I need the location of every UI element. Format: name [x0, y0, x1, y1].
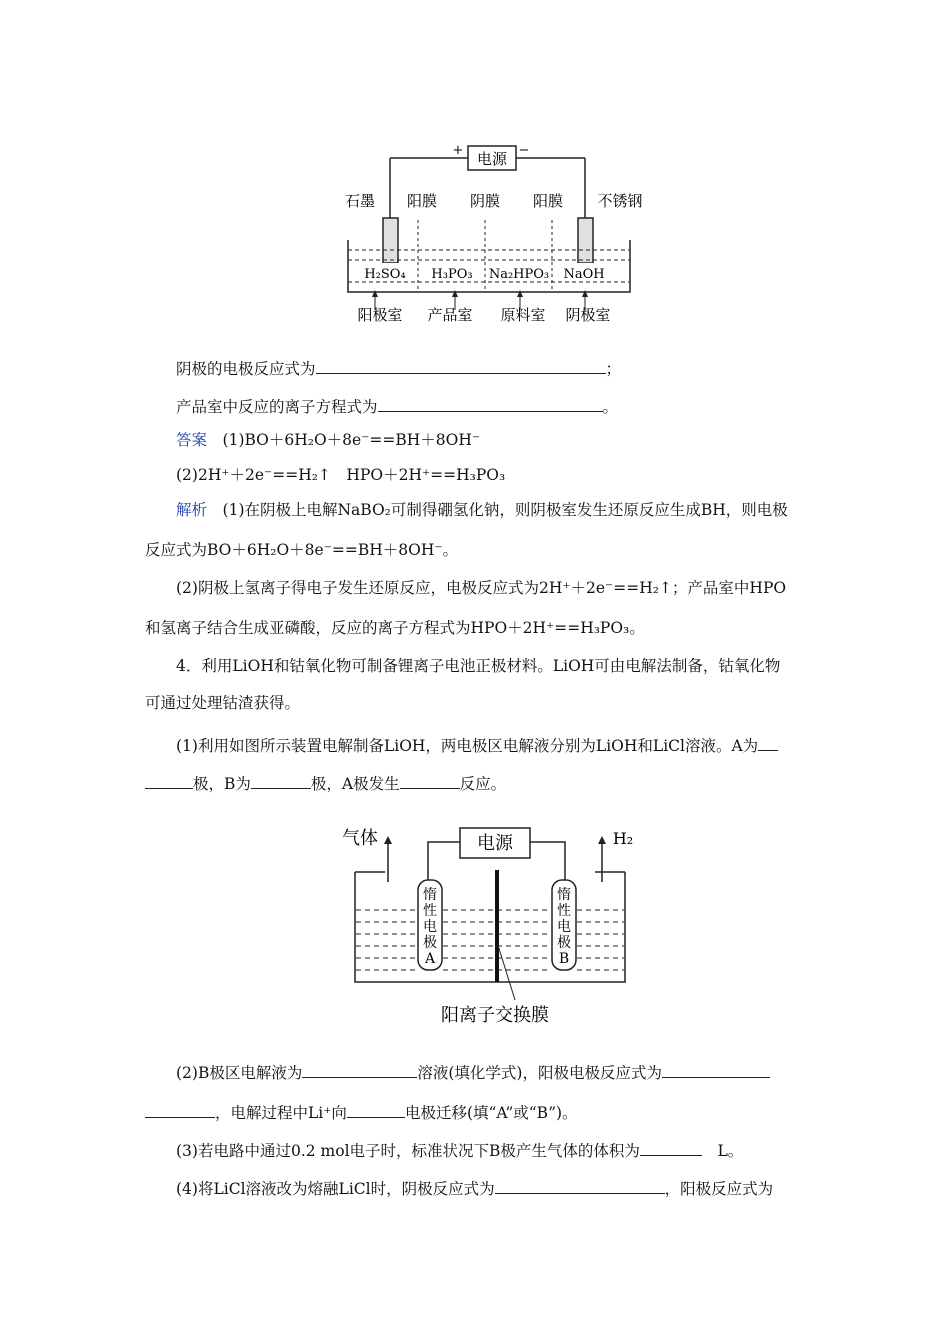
answer-blank[interactable] [145, 1102, 215, 1118]
answer-blank[interactable] [145, 773, 193, 789]
svg-text:H₂SO₄: H₂SO₄ [364, 267, 406, 282]
electrolysis-diagram-2 [340, 822, 640, 1032]
svg-text:极: 极 [423, 935, 437, 951]
svg-text:原料室: 原料室 [500, 306, 546, 324]
svg-text:电源: 电源 [477, 833, 513, 854]
svg-text:B: B [558, 951, 570, 967]
q4-part1-line-2: 极，B为 极，A极发生 反应。 [145, 773, 506, 794]
answer-blank[interactable] [378, 396, 603, 412]
svg-text:产品室: 产品室 [427, 306, 473, 324]
analysis-line-1: 解析 (1)在阴极上电解NaBO₂可制得硼氢化钠，则阴极室发生还原反应生成BH，则电极 [176, 501, 788, 519]
svg-text:阴膜: 阴膜 [469, 192, 501, 210]
svg-text:A: A [424, 951, 436, 967]
svg-text:阳极室: 阳极室 [357, 306, 403, 324]
svg-text:阳膜: 阳膜 [406, 192, 438, 210]
q4-part2-line-1: (2)B极区电解液为 溶液(填化学式)，阳极电极反应式为 [176, 1062, 770, 1083]
analysis-line-2: 反应式为BO＋6H₂O＋8e⁻==BH＋8OH⁻。 [145, 541, 459, 559]
answer-line-2: (2)2H⁺＋2e⁻==H₂↑ HPO＋2H⁺==H₃PO₃ [176, 466, 506, 484]
svg-text:性: 性 [557, 903, 571, 919]
graphite-electrode [383, 218, 398, 263]
analysis-line-3: (2)阴极上氢离子得电子发生还原反应，电极反应式为2H⁺＋2e⁻==H₂↑；产品室中HPO [176, 579, 787, 597]
svg-text:阴极室: 阴极室 [565, 306, 611, 324]
q4-part4: (4)将LiCl溶液改为熔融LiCl时，阴极反应式为 ，阳极反应式为 [176, 1180, 774, 1198]
analysis-label: 解析 [176, 501, 208, 519]
electrolysis-diagram-1 [330, 140, 660, 330]
q4-part1-line-1: (1)利用如图所示装置电解制备LiOH，两电极区电解液分别为LiOH和LiCl溶液。A为 [176, 735, 778, 756]
cathode-prompt: 阴极的电极反应式为 ； [176, 360, 622, 378]
svg-text:阳膜: 阳膜 [532, 192, 564, 210]
answer-blank[interactable] [302, 1062, 417, 1078]
svg-text:NaOH: NaOH [563, 267, 605, 282]
answer-label: 答案 [176, 431, 208, 449]
svg-text:极: 极 [557, 935, 571, 951]
answer-blank[interactable] [758, 735, 778, 751]
answer-blank[interactable] [662, 1062, 770, 1078]
svg-text:不锈钢: 不锈钢 [597, 192, 643, 210]
svg-text:气体: 气体 [342, 828, 378, 849]
svg-text:H₂: H₂ [612, 829, 634, 848]
svg-text:+: + [452, 143, 464, 158]
answer-blank[interactable] [347, 1102, 405, 1118]
steel-electrode [578, 218, 593, 263]
product-prompt: 产品室中反应的离子方程式为 。 [176, 398, 619, 416]
svg-text:性: 性 [423, 903, 437, 919]
q4-intro-2: 可通过处理钴渣获得。 [145, 694, 301, 712]
svg-text:惰: 惰 [557, 887, 571, 903]
svg-text:Na₂HPO₃: Na₂HPO₃ [488, 267, 550, 282]
answer-line-1: 答案 (1)BO＋6H₂O＋8e⁻==BH＋8OH⁻ [176, 431, 481, 449]
svg-text:惰: 惰 [423, 887, 437, 903]
svg-text:电: 电 [557, 919, 571, 935]
svg-text:阳离子交换膜: 阳离子交换膜 [441, 1005, 549, 1026]
svg-text:H₃PO₃: H₃PO₃ [431, 267, 473, 282]
answer-blank[interactable] [640, 1140, 702, 1156]
q4-intro-1: 4．利用LiOH和钴氧化物可制备锂离子电池正极材料。LiOH可由电解法制备，钴氧化物 [176, 657, 781, 675]
power-label: 电源 [476, 150, 508, 168]
svg-text:电: 电 [423, 919, 437, 935]
answer-blank[interactable] [495, 1178, 665, 1194]
answer-blank[interactable] [400, 773, 460, 789]
answer-blank[interactable] [316, 358, 606, 374]
q4-part3: (3)若电路中通过0.2 mol电子时，标准状况下B极产生气体的体积为 L。 [176, 1142, 744, 1160]
analysis-line-4: 和氢离子结合生成亚磷酸，反应的离子方程式为HPO＋2H⁺==H₃PO₃。 [145, 619, 645, 637]
answer-blank[interactable] [251, 773, 311, 789]
svg-text:石墨: 石墨 [344, 192, 376, 210]
q4-part2-line-2: ，电解过程中Li⁺向 电极迁移(填“A”或“B”)。 [145, 1102, 578, 1123]
svg-text:−: − [518, 143, 530, 158]
